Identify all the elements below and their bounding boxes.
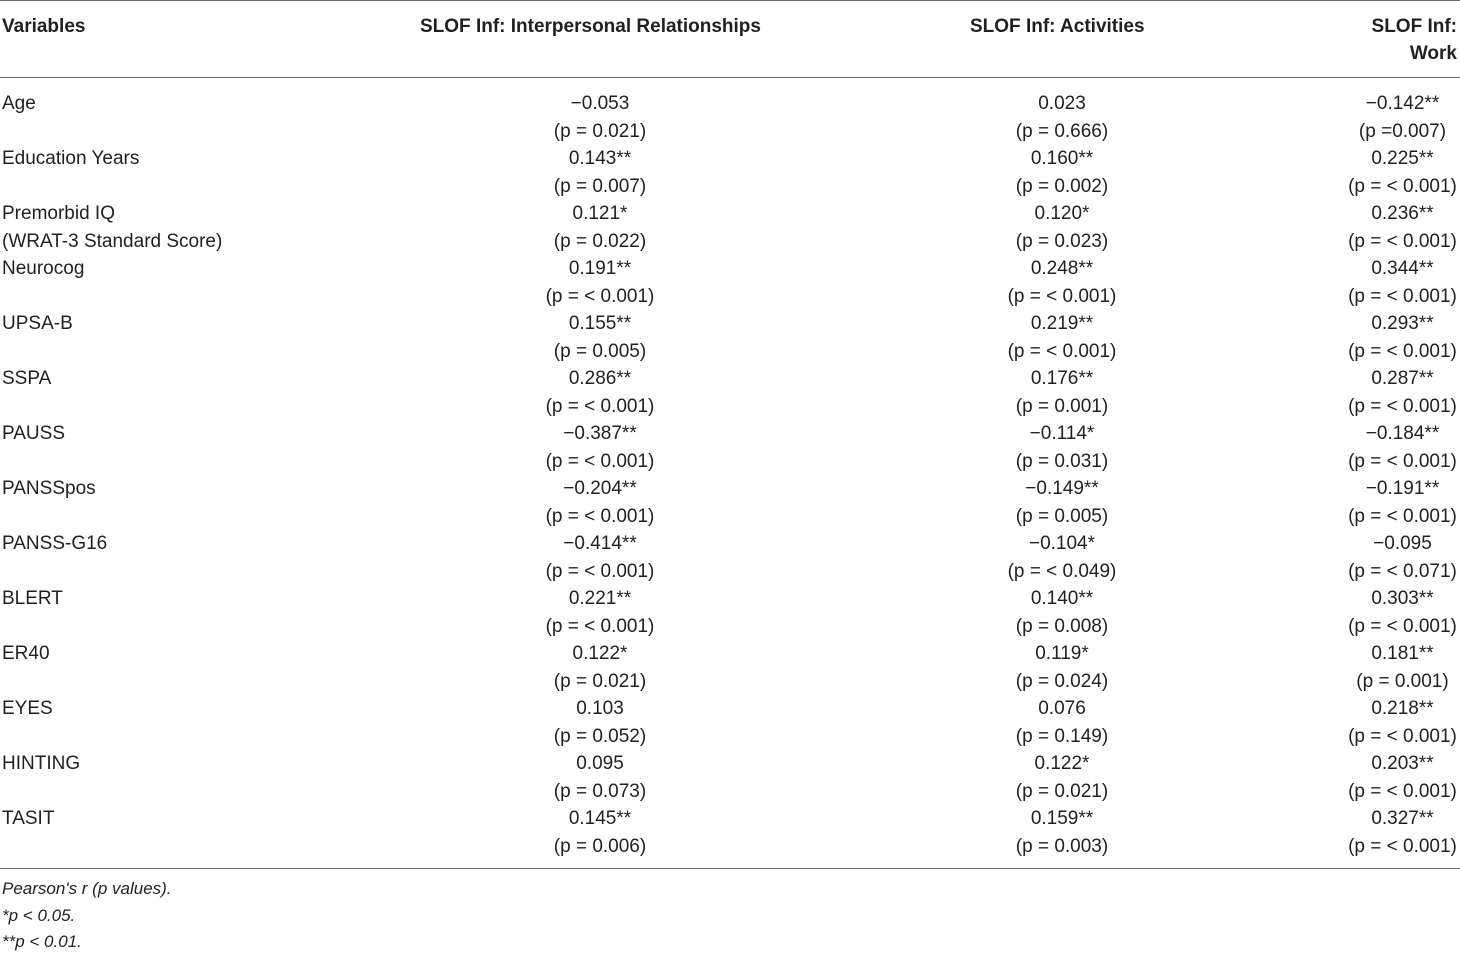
cell-activities-line: 0.140**	[1030, 588, 1094, 609]
cell-work	[1330, 805, 1460, 860]
cell-activities-line: 0.076	[1038, 698, 1086, 719]
cell-activities	[972, 805, 1152, 860]
cell-activities-line: −0.114*	[1029, 423, 1095, 444]
cell-activities	[972, 475, 1152, 530]
row-label	[2, 805, 54, 833]
row-label	[2, 90, 36, 118]
table-row	[0, 750, 1460, 805]
table-row	[0, 475, 1460, 530]
cell-activities	[972, 750, 1152, 805]
cell-work	[1330, 695, 1460, 750]
cell-interpersonal-line: (p = 0.021)	[553, 120, 647, 142]
table-bottom-rule	[0, 868, 1460, 869]
row-label-line: PANSS-G16	[2, 533, 108, 554]
cell-interpersonal-line: (p = 0.006)	[553, 835, 647, 857]
cell-work	[1330, 750, 1460, 805]
cell-interpersonal	[510, 365, 690, 420]
cell-work	[1330, 365, 1460, 420]
cell-interpersonal-line: (p = 0.021)	[553, 670, 647, 692]
cell-activities	[972, 695, 1152, 750]
cell-work-line: 0.344**	[1371, 258, 1434, 279]
cell-activities-line: 0.122*	[1034, 753, 1090, 774]
cell-interpersonal-line: (p = < 0.001)	[545, 285, 655, 307]
cell-activities-line: (p = 0.003)	[1015, 835, 1109, 857]
row-label	[2, 420, 65, 448]
cell-interpersonal-line: (p = < 0.001)	[545, 450, 655, 472]
cell-activities-line: −0.104*	[1028, 533, 1096, 554]
cell-interpersonal-line: 0.095	[576, 753, 624, 774]
cell-interpersonal	[510, 695, 690, 750]
table-row	[0, 420, 1460, 475]
row-label	[2, 365, 51, 393]
cell-work	[1330, 90, 1460, 145]
row-label	[2, 695, 53, 723]
cell-activities-line: 0.120*	[1034, 203, 1090, 224]
cell-interpersonal-line: 0.122*	[572, 643, 628, 664]
cell-activities-line: (p = 0.149)	[1015, 725, 1109, 747]
cell-work-line: (p = < 0.001)	[1348, 285, 1457, 307]
cell-activities	[972, 585, 1152, 640]
cell-activities-line: (p = 0.024)	[1015, 670, 1109, 692]
cell-work-line: (p = 0.001)	[1356, 670, 1449, 692]
cell-interpersonal-line: 0.286**	[568, 368, 632, 389]
cell-activities	[972, 90, 1152, 145]
cell-interpersonal-line: (p = < 0.001)	[545, 615, 655, 637]
header-activities: SLOF Inf: Activities	[970, 16, 1145, 37]
row-label	[2, 310, 73, 338]
cell-work	[1330, 420, 1460, 475]
cell-interpersonal	[510, 90, 690, 145]
cell-interpersonal	[510, 750, 690, 805]
header-work	[1372, 13, 1457, 67]
cell-interpersonal-line: 0.191**	[568, 258, 632, 279]
cell-interpersonal-line: 0.145**	[568, 808, 632, 829]
cell-work-line: (p =0.007)	[1358, 120, 1447, 142]
cell-work	[1330, 640, 1460, 695]
row-label	[2, 640, 50, 668]
cell-interpersonal	[510, 255, 690, 310]
cell-work	[1330, 255, 1460, 310]
table-header-rule	[0, 77, 1460, 78]
cell-work-line: −0.184**	[1365, 423, 1440, 444]
row-label-line: PAUSS	[2, 423, 66, 444]
cell-activities-line: 0.219**	[1030, 313, 1094, 334]
cell-interpersonal-line: −0.053	[570, 93, 630, 114]
cell-work-line: (p = < 0.001)	[1348, 835, 1457, 857]
cell-work-line: (p = < 0.071)	[1348, 560, 1457, 582]
table-row	[0, 310, 1460, 365]
cell-work-line: (p = < 0.001)	[1348, 725, 1457, 747]
row-label-line: Neurocog	[2, 258, 85, 279]
cell-activities	[972, 420, 1152, 475]
table-body	[0, 90, 1460, 860]
cell-interpersonal	[510, 145, 690, 200]
cell-work-line: (p = < 0.001)	[1348, 780, 1457, 802]
table-row	[0, 805, 1460, 860]
footnote-p05: *p < 0.05.	[2, 905, 76, 925]
cell-work-line: 0.293**	[1371, 313, 1434, 334]
cell-work-line: (p = < 0.001)	[1348, 175, 1457, 197]
cell-work-line: −0.142**	[1365, 93, 1440, 114]
cell-interpersonal-line: −0.414**	[563, 533, 637, 554]
row-label-line: SSPA	[2, 368, 52, 389]
cell-interpersonal-line: (p = < 0.001)	[545, 395, 655, 417]
cell-activities-line: 0.248**	[1030, 258, 1094, 279]
row-label-line: Age	[2, 93, 36, 114]
cell-activities-line: 0.119*	[1035, 643, 1089, 664]
cell-interpersonal-line: (p = 0.007)	[553, 175, 647, 197]
cell-work-line: (p = < 0.001)	[1348, 505, 1457, 527]
table-row	[0, 200, 1460, 255]
table-footnotes	[2, 876, 172, 956]
cell-interpersonal	[510, 200, 690, 255]
cell-activities-line: (p = 0.023)	[1015, 230, 1109, 252]
header-variables: Variables	[2, 16, 86, 37]
cell-work-line: 0.303**	[1371, 588, 1434, 609]
cell-interpersonal-line: (p = < 0.001)	[545, 505, 655, 527]
header-work-line1: SLOF Inf:	[1371, 16, 1457, 37]
table-top-rule	[0, 0, 1460, 1]
cell-interpersonal	[510, 420, 690, 475]
cell-work-line: (p = < 0.001)	[1348, 450, 1457, 472]
footnote-pearson: Pearson's r (p values).	[2, 879, 172, 898]
cell-work-line: 0.287**	[1371, 368, 1434, 389]
table-row	[0, 640, 1460, 695]
cell-interpersonal	[510, 805, 690, 860]
table-row	[0, 585, 1460, 640]
row-label	[2, 200, 222, 255]
cell-interpersonal-line: 0.143**	[568, 148, 632, 169]
cell-activities-line: (p = 0.008)	[1015, 615, 1109, 637]
cell-interpersonal-line: 0.221**	[568, 588, 632, 609]
cell-activities	[972, 530, 1152, 585]
footnote-p01: **p < 0.01.	[2, 932, 82, 951]
cell-activities-line: (p = 0.021)	[1015, 780, 1109, 802]
cell-activities-line: (p = 0.002)	[1015, 175, 1109, 197]
cell-activities-line: (p = < 0.049)	[1007, 560, 1117, 582]
cell-activities-line: 0.176**	[1030, 368, 1094, 389]
cell-activities-line: −0.149**	[1025, 478, 1099, 499]
row-label	[2, 475, 96, 503]
row-label	[2, 255, 84, 283]
cell-interpersonal	[510, 640, 690, 695]
cell-work-line: (p = < 0.001)	[1348, 340, 1457, 362]
cell-work-line: (p = < 0.001)	[1348, 230, 1457, 252]
cell-work-line: 0.225**	[1371, 148, 1434, 169]
cell-activities-line: (p = < 0.001)	[1007, 285, 1117, 307]
cell-interpersonal-line: 0.155**	[568, 313, 632, 334]
cell-work	[1330, 200, 1460, 255]
row-label-line: TASIT	[2, 808, 55, 829]
row-label-line: HINTING	[2, 753, 81, 774]
row-label-line: Education Years	[2, 148, 140, 169]
cell-activities-line: (p = 0.005)	[1015, 505, 1109, 527]
cell-interpersonal	[510, 585, 690, 640]
table-row	[0, 530, 1460, 585]
cell-interpersonal-line: 0.121*	[572, 203, 628, 224]
cell-activities-line: 0.159**	[1030, 808, 1094, 829]
cell-work-line: −0.095	[1373, 533, 1432, 554]
cell-interpersonal-line: (p = < 0.001)	[545, 560, 655, 582]
row-label-line: PANSSpos	[2, 478, 96, 499]
cell-work	[1330, 145, 1460, 200]
cell-work-line: 0.236**	[1371, 203, 1434, 224]
cell-interpersonal-line: −0.204**	[563, 478, 637, 499]
row-label-line: EYES	[2, 698, 53, 719]
row-label-line: (WRAT-3 Standard Score)	[2, 230, 223, 252]
cell-activities	[972, 640, 1152, 695]
cell-activities	[972, 145, 1152, 200]
cell-interpersonal	[510, 530, 690, 585]
cell-work	[1330, 475, 1460, 530]
cell-interpersonal-line: −0.387**	[563, 423, 637, 444]
table-row	[0, 255, 1460, 310]
cell-activities-line: (p = 0.666)	[1015, 120, 1109, 142]
cell-interpersonal-line: (p = 0.052)	[553, 725, 647, 747]
row-label	[2, 530, 107, 558]
cell-interpersonal-line: (p = 0.022)	[553, 230, 647, 252]
header-work-line2: Work	[1409, 43, 1457, 64]
cell-activities-line: 0.023	[1038, 93, 1086, 114]
cell-activities	[972, 255, 1152, 310]
row-label	[2, 585, 63, 613]
table-row	[0, 90, 1460, 145]
cell-activities-line: 0.160**	[1030, 148, 1094, 169]
cell-activities-line: (p = 0.031)	[1015, 450, 1109, 472]
cell-interpersonal-line: (p = 0.005)	[553, 340, 647, 362]
cell-work-line: (p = < 0.001)	[1348, 395, 1457, 417]
cell-activities	[972, 200, 1152, 255]
cell-work-line: (p = < 0.001)	[1348, 615, 1457, 637]
row-label-line: Premorbid IQ	[2, 203, 115, 224]
cell-interpersonal-line: 0.103	[576, 698, 624, 719]
row-label	[2, 145, 139, 173]
cell-activities	[972, 310, 1152, 365]
cell-work-line: −0.191**	[1365, 478, 1440, 499]
cell-interpersonal	[510, 310, 690, 365]
header-interpersonal-relationships: SLOF Inf: Interpersonal Relationships	[420, 16, 761, 37]
row-label-line: UPSA-B	[2, 313, 73, 334]
cell-activities-line: (p = 0.001)	[1015, 395, 1109, 417]
cell-work	[1330, 310, 1460, 365]
cell-activities-line: (p = < 0.001)	[1007, 340, 1117, 362]
table-row	[0, 695, 1460, 750]
table-row	[0, 145, 1460, 200]
cell-activities	[972, 365, 1152, 420]
row-label-line: BLERT	[2, 588, 63, 609]
cell-work-line: 0.327**	[1371, 808, 1434, 829]
table-row	[0, 365, 1460, 420]
row-label	[2, 750, 80, 778]
row-label-line: ER40	[2, 643, 50, 664]
cell-interpersonal	[510, 475, 690, 530]
cell-work-line: 0.203**	[1371, 753, 1434, 774]
cell-interpersonal-line: (p = 0.073)	[553, 780, 647, 802]
cell-work	[1330, 530, 1460, 585]
cell-work	[1330, 585, 1460, 640]
cell-work-line: 0.218**	[1371, 698, 1434, 719]
cell-work-line: 0.181**	[1371, 643, 1434, 664]
